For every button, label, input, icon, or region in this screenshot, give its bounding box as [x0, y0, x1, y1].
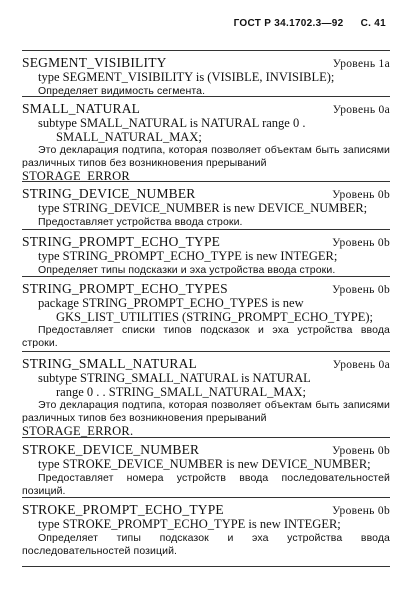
entry-stroke-device-number	[22, 443, 390, 498]
page-header	[0, 18, 386, 29]
entry-segment-visibility	[22, 56, 390, 98]
entry-description: Предоставляет номера устройств ввода последовательностей позиций.	[22, 471, 390, 497]
entry-level: Уровень 0b	[332, 237, 390, 249]
entry-string-prompt-echo-type	[22, 235, 390, 277]
separator-rule	[22, 96, 390, 97]
entry-name: STRING_PROMPT_ECHO_TYPES	[22, 281, 228, 296]
code-line: package STRING_PROMPT_ECHO_TYPES is new	[38, 296, 304, 310]
separator-rule	[22, 50, 390, 51]
entry-name: STROKE_PROMPT_ECHO_TYPE	[22, 502, 224, 517]
entry-level: Уровень 0a	[332, 104, 390, 116]
entry-stroke-prompt-echo-type	[22, 503, 390, 558]
entry-name: STRING_SMALL_NATURAL	[22, 356, 198, 371]
standard-number: ГОСТ Р 34.1702.3—92	[233, 18, 344, 29]
entry-description: Определяет видимость сегмента.	[38, 84, 206, 97]
entry-description-tail: STORAGE_ERROR	[22, 169, 130, 183]
code-line: SMALL_NATURAL_MAX;	[56, 129, 202, 144]
entry-small-natural	[22, 102, 390, 184]
separator-rule	[22, 566, 390, 567]
entry-level: Уровень 0b	[332, 189, 390, 201]
entry-description: Определяет типы подсказки и эха устройства ввода строки.	[38, 263, 336, 276]
separator-rule	[22, 497, 390, 498]
entry-description-tail: STORAGE_ERROR.	[22, 424, 134, 438]
entry-string-prompt-echo-types	[22, 282, 390, 350]
entry-level: Уровень 0a	[332, 359, 390, 371]
entry-description: Это декларация подтипа, которая позволяет объектам быть записями различных типов без возникновения прерываний	[22, 399, 390, 424]
entry-name: STROKE_DEVICE_NUMBER	[22, 442, 200, 457]
separator-rule	[22, 181, 390, 182]
entry-level: Уровень 0b	[332, 284, 390, 296]
code-line: GKS_LIST_UTILITIES (STRING_PROMPT_ECHO_TYPE);	[56, 309, 374, 324]
entry-name: SEGMENT_VISIBILITY	[22, 55, 167, 70]
entry-level: Уровень 0b	[332, 505, 390, 517]
entry-name: STRING_DEVICE_NUMBER	[22, 186, 196, 201]
code-line: range 0 . . STRING_SMALL_NATURAL_MAX;	[56, 384, 306, 399]
entry-level: Уровень 1a	[332, 58, 390, 70]
separator-rule	[22, 351, 390, 352]
entry-name: STRING_PROMPT_ECHO_TYPE	[22, 234, 221, 249]
page-number: С. 41	[360, 18, 386, 29]
entry-string-small-natural	[22, 357, 390, 439]
code-line: type STROKE_DEVICE_NUMBER is new DEVICE_NUMBER;	[38, 457, 371, 471]
entry-level: Уровень 0b	[332, 445, 390, 457]
entry-name: SMALL_NATURAL	[22, 101, 141, 116]
entry-description: Определяет типы подсказок и эха устройства ввода последовательностей позиций.	[22, 531, 390, 557]
entry-string-device-number	[22, 187, 390, 229]
code-line: type SEGMENT_VISIBILITY is (VISIBLE, INVISIBLE);	[38, 70, 335, 84]
entry-description: Предоставляет списки типов подсказок и эха устройства ввода строки.	[22, 324, 390, 349]
entry-description: Предоставляет устройства ввода строки.	[38, 215, 243, 228]
code-line: subtype SMALL_NATURAL is NATURAL range 0 .	[38, 116, 306, 130]
separator-rule	[22, 276, 390, 277]
code-line: type STRING_DEVICE_NUMBER is new DEVICE_NUMBER;	[38, 201, 368, 215]
code-line: type STROKE_PROMPT_ECHO_TYPE is new INTEGER;	[38, 517, 341, 531]
separator-rule	[22, 229, 390, 230]
code-line: subtype STRING_SMALL_NATURAL is NATURAL	[38, 371, 311, 385]
separator-rule	[22, 437, 390, 438]
entry-description: Это декларация подтипа, которая позволяет объектам быть записями различных типов без возникновения прерываний	[22, 144, 390, 169]
code-line: type STRING_PROMPT_ECHO_TYPE is new INTEGER;	[38, 249, 338, 263]
